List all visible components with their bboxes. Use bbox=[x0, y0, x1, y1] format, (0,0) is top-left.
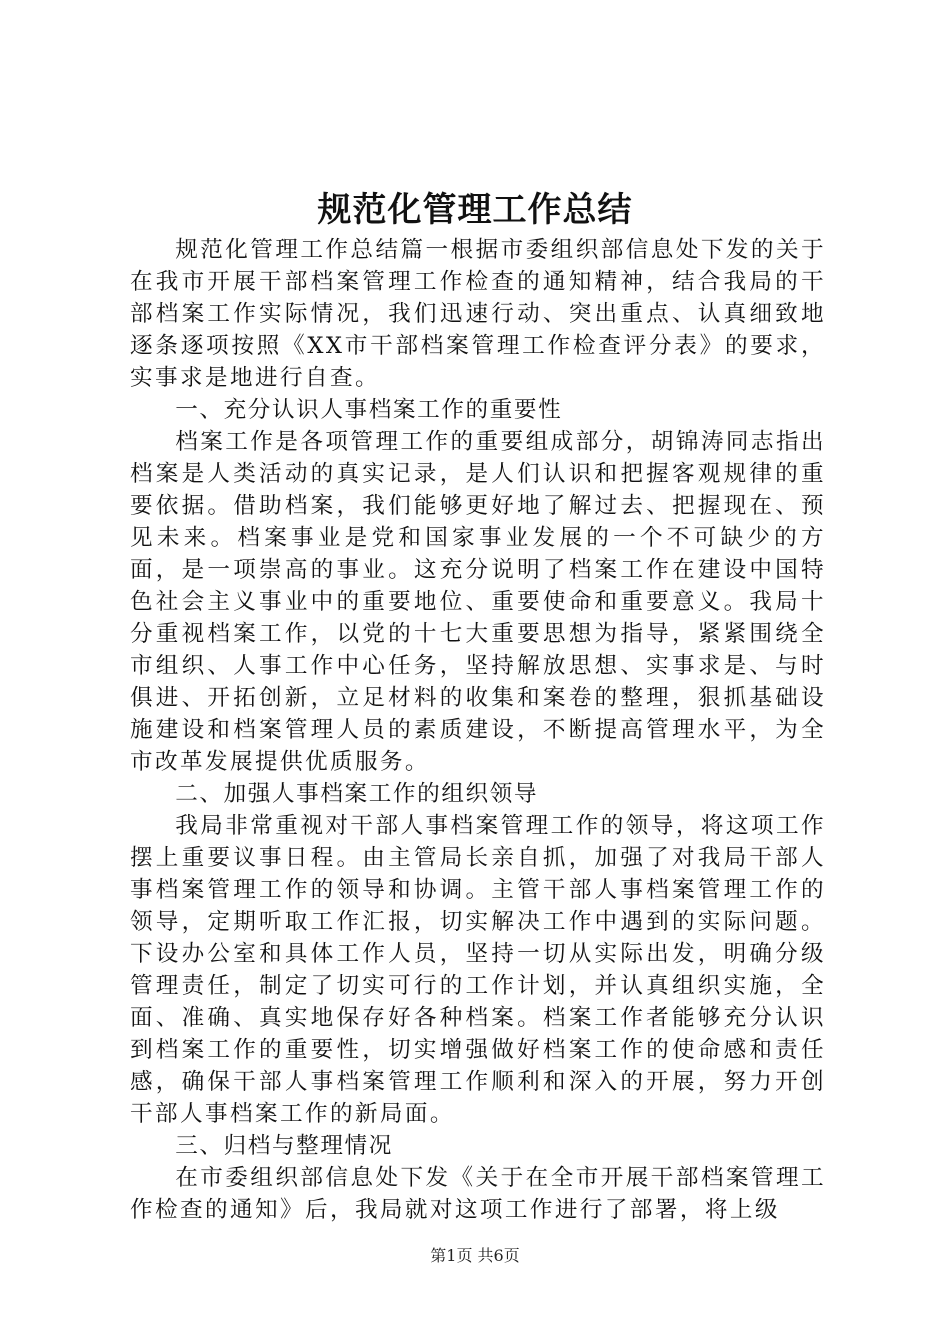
section-heading-3: 三、归档与整理情况 bbox=[175, 1133, 393, 1159]
document-body bbox=[130, 234, 826, 1226]
section-heading-1: 一、充分认识人事档案工作的重要性 bbox=[175, 397, 563, 423]
paragraph-intro: 规范化管理工作总结篇一根据市委组织部信息处下发的关于在我市开展干部档案管理工作检查的通知精神，结合我局的干部档案工作实际情况，我们迅速行动、突出重点、认真细致地逐条逐项按照《XX市干部档案管理工作检查评分表》的要求，实事求是地进行自查。 bbox=[130, 237, 826, 391]
paragraph-section-3: 在市委组织部信息处下发《关于在全市开展干部档案管理工作检查的通知》后，我局就对这项工作进行了部署，将上级 bbox=[130, 1165, 826, 1223]
section-heading-2: 二、加强人事档案工作的组织领导 bbox=[175, 781, 539, 807]
page-footer: 第1页 共6页 bbox=[430, 1246, 520, 1265]
paragraph-section-2: 我局非常重视对干部人事档案管理工作的领导，将这项工作摆上重要议事日程。由主管局长亲自抓，加强了对我局干部人事档案管理工作的领导和协调。主管干部人事档案管理工作的领导，定期听取工作汇报，切实解决工作中遇到的实际问题。下设办公室和具体工作人员，坚持一切从实际出发，明确分级管理责任，制定了切实可行的工作计划，并认真组织实施，全面、准确、真实地保存好各种档案。档案工作者能够充分认识到档案工作的重要性，切实增强做好档案工作的使命感和责任感，确保干部人事档案管理工作顺利和深入的开展，努力开创干部人事档案工作的新局面。 bbox=[130, 813, 826, 1127]
document-title: 规范化管理工作总结 bbox=[317, 190, 633, 230]
paragraph-section-1: 档案工作是各项管理工作的重要组成部分，胡锦涛同志指出档案是人类活动的真实记录，是人们认识和把握客观规律的重要依据。借助档案，我们能够更好地了解过去、把握现在、预见未来。档案事业是党和国家事业发展的一个不可缺少的方面，是一项崇高的事业。这充分说明了档案工作在建设中国特色社会主义事业中的重要地位、重要使命和重要意义。我局十分重视档案工作，以党的十七大重要思想为指导，紧紧围绕全市组织、人事工作中心任务，坚持解放思想、实事求是、与时俱进、开拓创新，立足材料的收集和案卷的整理，狠抓基础设施建设和档案管理人员的素质建设，不断提高管理水平，为全市改革发展提供优质服务。 bbox=[130, 429, 826, 775]
